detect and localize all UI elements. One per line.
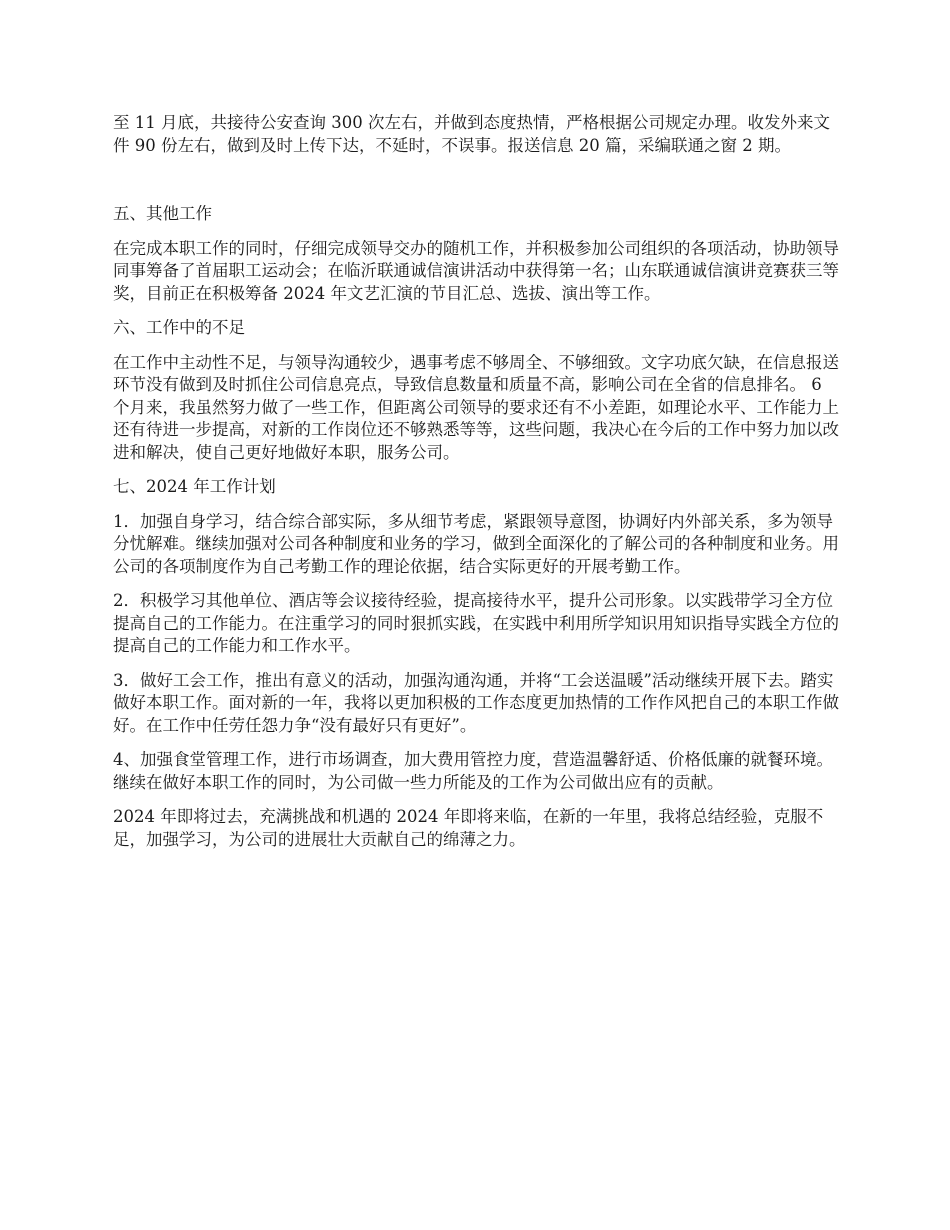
plan-item-1: 1．加强自身学习，结合综合部实际，多从细节考虑，紧跟领导意图，协调好内外部关系，多为领导分忧解难。继续加强对公司各种制度和业务的学习，做到全面深化的了解公司的各种制度和业务。用公司的各项制度作为自己考勤工作的理论依据，结合实际更好的开展考勤工作。 [113,511,839,576]
section-heading-shortcomings: 六、工作中的不足 [113,318,245,337]
closing-paragraph: 2024 年即将过去，充满挑战和机遇的 2024 年即将来临，在新的一年里，我将总结经验，克服不足，加强学习，为公司的进展壮大贡献自己的绵薄之力。 [113,807,824,849]
other-work-paragraph: 在完成本职工作的同时，仔细完成领导交办的随机工作，并积极参加公司组织的各项活动，协助领导同事筹备了首届职工运动会；在临沂联通诚信演讲活动中获得第一名；山东联通诚信演讲竞赛获三等奖，目前正在积极筹备 2024 年文艺汇演的节目汇总、选拔、演出等工作。 [113,238,839,303]
section-heading-other-work: 五、其他工作 [113,204,212,223]
document-body [113,112,843,863]
plan-item-4: 4、加强食堂管理工作，进行市场调查，加大费用管控力度，营造温馨舒适、价格低廉的就餐环境。继续在做好本职工作的同时，为公司做一些力所能及的工作为公司做出应有的贡献。 [113,750,833,792]
plan-item-2: 2．积极学习其他单位、酒店等会议接待经验，提高接待水平，提升公司形象。以实践带学习全方位提高自己的工作能力。在注重学习的同时狠抓实践，在实践中利用所学知识用知识指导实践全方位的提高自己的工作能力和工作水平。 [113,591,839,655]
plan-item-3: 3．做好工会工作，推出有意义的活动，加强沟通沟通，并将“工会送温暖”活动继续开展下去。踏实做好本职工作。面对新的一年，我将以更加积极的工作态度更加热情的工作作风把自己的本职工作做好。在工作中任劳任怨力争“没有最好只有更好”。 [113,670,839,735]
section-heading-work-plan: 七、2024 年工作计划 [113,477,276,496]
intro-paragraph: 至 11 月底，共接待公安查询 300 次左右，并做到态度热情，严格根据公司规定办理。收发外来文件 90 份左右，做到及时上传下达，不延时，不误事。报送信息 20 篇，采编联通之窗 2 期。 [113,113,830,155]
shortcomings-paragraph: 在工作中主动性不足，与领导沟通较少，遇事考虑不够周全、不够细致。文字功底欠缺，在信息报送环节没有做到及时抓住公司信息亮点，导致信息数量和质量不高，影响公司在全省的信息排名。 6 个月来，我虽然努力做了一些工作，但距离公司领导的要求还有不小差距，如理论水平、工作能力上还有待进一步提高，对新的工作岗位还不够熟悉等等，这些问题，我决心在今后的工作中努力加以改进和解决，使自己更好地做好本职，服务公司。 [113,352,839,462]
